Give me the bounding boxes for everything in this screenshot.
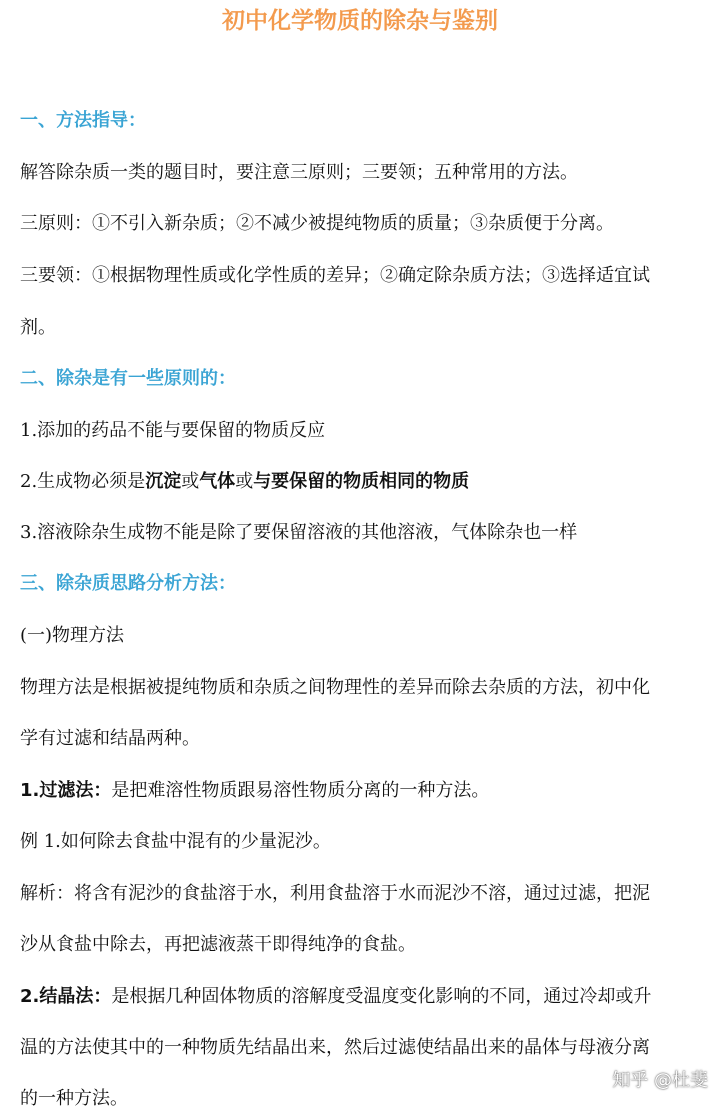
example: 例 1.如何除去食盐中混有的少量泥沙。: [20, 831, 331, 852]
paragraph: 学有过滤和结晶两种。: [20, 728, 200, 749]
analysis: 解析：将含有泥沙的食盐溶于水，利用食盐溶于水而泥沙不溶，通过过滤，把泥: [20, 883, 650, 904]
subheading-physical-method: (一)物理方法: [20, 625, 125, 646]
watermark: 知乎 @杜斐: [612, 1070, 708, 1091]
paragraph-three-essentials-cont: 剂。: [20, 317, 56, 338]
filtration-method: [20, 778, 489, 804]
list-item-text: 或: [235, 471, 254, 492]
paragraph: 解答除杂质一类的题目时，要注意三原则；三要领；五种常用的方法。: [20, 162, 578, 183]
method-label: 2.结晶法：: [20, 986, 112, 1007]
list-item: 1.添加的药品不能与要保留的物质反应: [20, 420, 326, 441]
list-item: [20, 469, 469, 495]
page-title: 初中化学物质的除杂与鉴别: [222, 8, 498, 34]
section-heading-principles: 二、除杂是有一些原则的：: [20, 368, 236, 389]
paragraph-three-essentials: 三要领：①根据物理性质或化学性质的差异；②确定除杂质方法；③选择适宜试: [20, 265, 650, 286]
bold-term: 沉淀: [145, 471, 182, 492]
method-label: 1.过滤法：: [20, 780, 112, 801]
list-item-text: 2.生成物必须是: [20, 471, 146, 492]
method-text: 是根据几种固体物质的溶解度受温度变化影响的不同，通过冷却或升: [111, 986, 652, 1007]
section-heading-method-guide: 一、方法指导：: [20, 110, 146, 131]
bold-term: 与要保留的物质相同的物质: [253, 471, 470, 492]
crystallization-method: [20, 984, 651, 1010]
paragraph: 温的方法使其中的一种物质先结晶出来，然后过滤使结晶出来的晶体与母液分离: [20, 1037, 650, 1058]
bold-term: 气体: [199, 471, 236, 492]
list-item-text: 或: [181, 471, 200, 492]
paragraph: 物理方法是根据被提纯物质和杂质之间物理性的差异而除去杂质的方法，初中化: [20, 677, 650, 698]
section-heading-analysis-methods: 三、除杂质思路分析方法：: [20, 573, 236, 594]
analysis: 沙从食盐中除去，再把滤液蒸干即得纯净的食盐。: [20, 934, 416, 955]
paragraph: 的一种方法。: [20, 1088, 128, 1109]
list-item: 3.溶液除杂生成物不能是除了要保留溶液的其他溶液，气体除杂也一样: [20, 522, 578, 543]
method-text: 是把难溶性物质跟易溶性物质分离的一种方法。: [111, 780, 490, 801]
paragraph-three-principles: 三原则：①不引入新杂质；②不减少被提纯物质的质量；③杂质便于分离。: [20, 213, 614, 234]
